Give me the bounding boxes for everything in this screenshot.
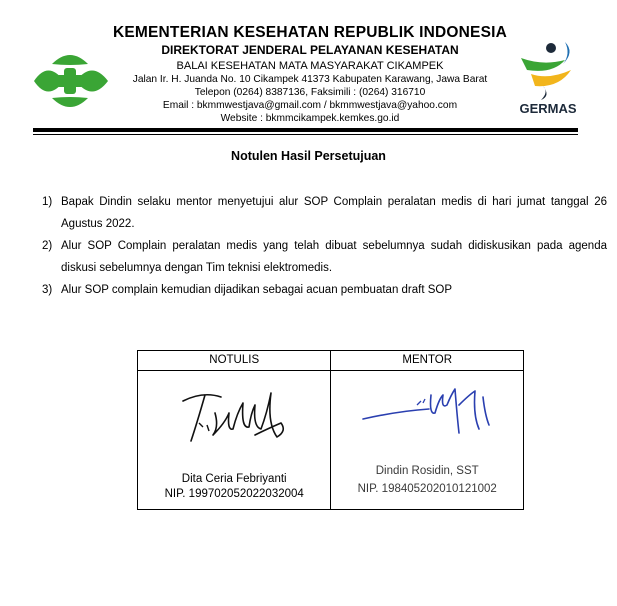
germas-label: GERMAS — [519, 101, 577, 116]
directorate-name: DIREKTORAT JENDERAL PELAYANAN KESEHATAN — [161, 43, 459, 57]
item-number: 1) — [42, 196, 53, 208]
list-item — [42, 191, 607, 235]
list-item — [42, 279, 607, 301]
mentor-nip: NIP. 198405202010121002 — [357, 483, 497, 495]
letterhead — [95, 23, 525, 125]
ministry-name: KEMENTERIAN KESEHATAN REPUBLIK INDONESIA — [112, 24, 508, 41]
document-title: Notulen Hasil Persetujuan — [231, 149, 386, 163]
header-rule-thick — [33, 128, 578, 132]
email: Email : bkmmwestjava@gmail.com / bkmmwestjava@yahoo.com — [162, 100, 458, 111]
notulis-header: NOTULIS — [138, 351, 331, 371]
office-name: BALAI KESEHATAN MATA MASYARAKAT CIKAMPEK — [176, 60, 444, 72]
address: Jalan Ir. H. Juanda No. 10 Cikampek 41373 Kabupaten Karawang, Jawa Barat — [132, 74, 488, 85]
phone-fax: Telepon (0264) 8387136, Faksimili : (0264) 316710 — [194, 87, 426, 98]
item-number: 3) — [42, 284, 53, 296]
notulis-signature — [163, 383, 303, 453]
minutes-list — [42, 191, 607, 301]
notulis-nip: NIP. 199702052022032004 — [164, 488, 304, 500]
item-text: Alur SOP complain kemudian dijadikan sebagai acuan pembuatan draft SOP — [61, 284, 453, 296]
item-number: 2) — [42, 240, 53, 252]
mentor-signature-cell — [331, 371, 524, 510]
header-rule-thin — [33, 134, 578, 135]
item-text: Bapak Dindin selaku mentor menyetujui alur SOP Complain peralatan medis di hari jumat tanggal 26 Agustus 2022. — [61, 196, 607, 230]
mentor-name: Dindin Rosidin, SST — [375, 465, 479, 477]
signature-table — [137, 350, 524, 510]
mentor-signature — [359, 375, 499, 445]
item-text: Alur SOP Complain peralatan medis yang telah dibuat sebelumnya sudah didiskusikan pada agenda diskusi sebelumnya dengan Tim teknisi elektromedis. — [61, 240, 607, 274]
mentor-header: MENTOR — [331, 351, 524, 371]
notulis-name: Dita Ceria Febriyanti — [181, 473, 287, 485]
website: Website : bkmmcikampek.kemkes.go.id — [220, 113, 400, 124]
notulis-signature-cell — [138, 371, 331, 510]
list-item — [42, 235, 607, 279]
